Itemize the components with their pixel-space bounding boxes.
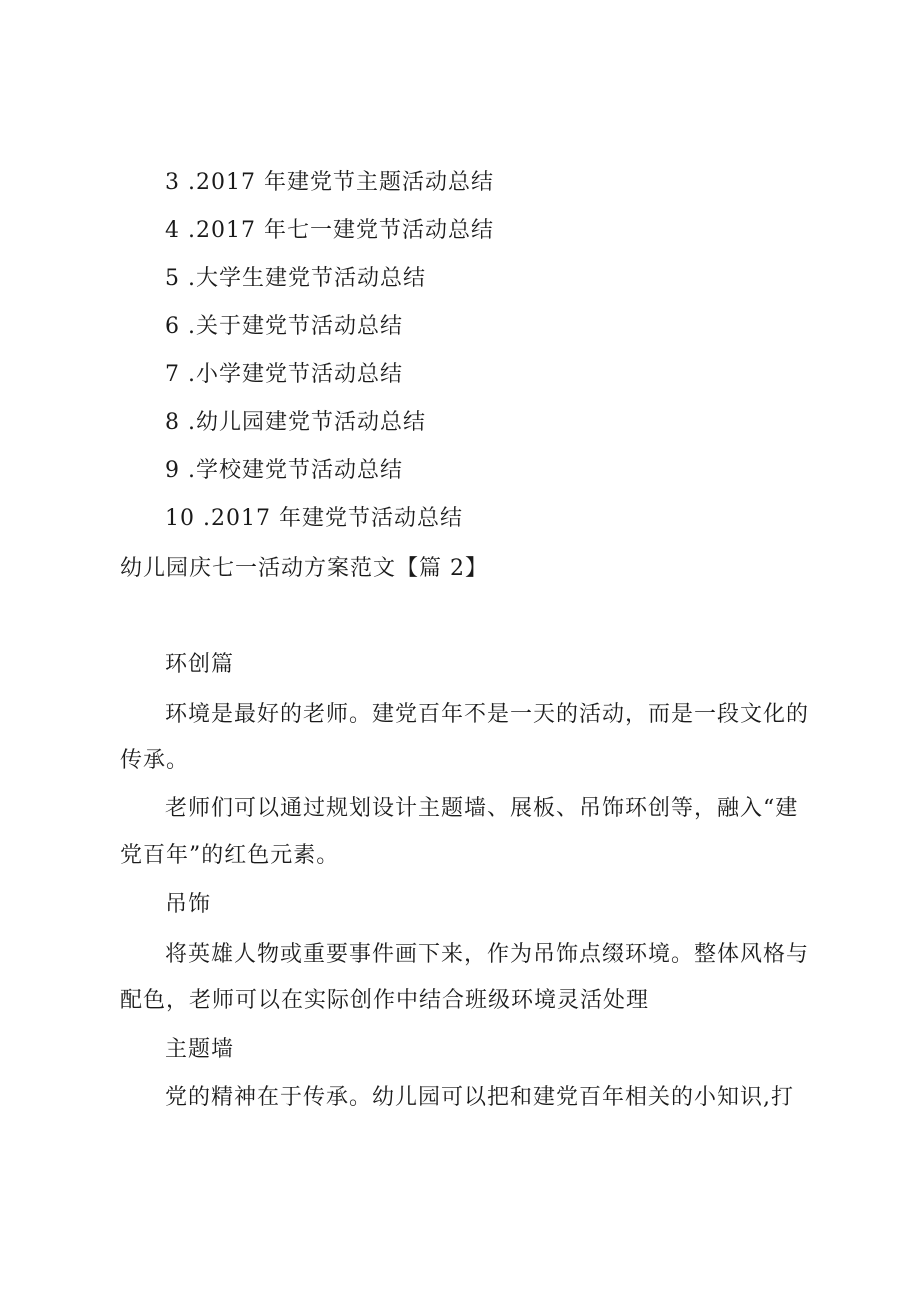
- list-item: 5 .大学生建党节活动总结: [165, 266, 426, 291]
- paragraph-line: 环境是最好的老师。建党百年不是一天的活动，而是一段文化的: [165, 702, 810, 727]
- subheading-zhutiqiang: 主题墙: [165, 1037, 235, 1062]
- list-item: 9 .学校建党节活动总结: [165, 458, 403, 483]
- list-item: 10 .2017 年建党节活动总结: [165, 506, 463, 531]
- paragraph-line: 将英雄人物或重要事件画下来，作为吊饰点缀环境。整体风格与: [165, 942, 810, 967]
- paragraph-line: 传承。: [120, 748, 190, 773]
- subheading-huanchuang: 环创篇: [165, 652, 235, 677]
- section-title: 幼儿园庆七一活动方案范文【篇 2】: [120, 556, 488, 581]
- list-item: 7 .小学建党节活动总结: [165, 362, 403, 387]
- list-item: 6 .关于建党节活动总结: [165, 314, 403, 339]
- paragraph-line: 老师们可以通过规划设计主题墙、展板、吊饰环创等，融入“建: [165, 796, 799, 821]
- paragraph-line: 党百年”的红色元素。: [120, 843, 340, 868]
- paragraph-line: 党的精神在于传承。幼儿园可以把和建党百年相关的小知识,打: [165, 1085, 794, 1110]
- list-item: 4 .2017 年七一建党节活动总结: [165, 218, 494, 243]
- subheading-diaoshi: 吊饰: [165, 892, 212, 917]
- list-item: 8 .幼儿园建党节活动总结: [165, 410, 426, 435]
- paragraph-line: 配色，老师可以在实际创作中结合班级环境灵活处理: [120, 988, 650, 1013]
- list-item: 3 .2017 年建党节主题活动总结: [165, 170, 494, 195]
